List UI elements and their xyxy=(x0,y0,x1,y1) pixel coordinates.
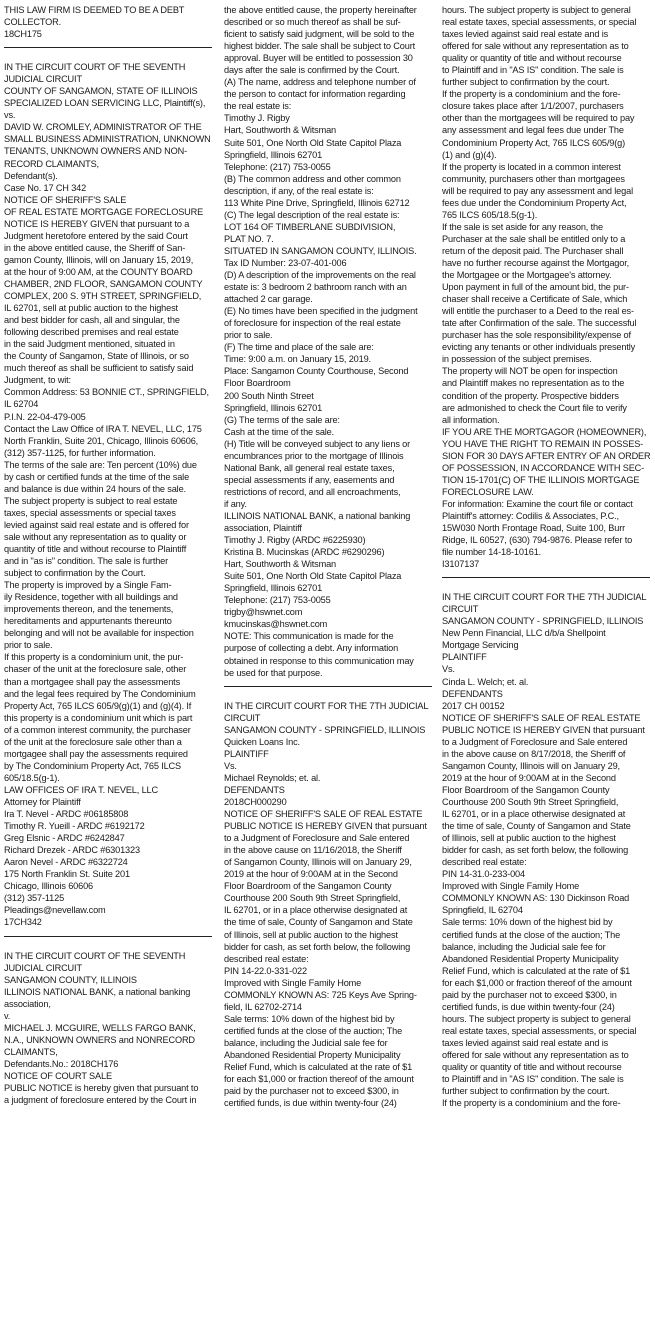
notice-line: 2018CH000290 xyxy=(224,797,287,807)
notice-line: PIN 14-22.0-331-022 xyxy=(224,965,307,976)
notice-line: in the above entitled cause, the Sheriff of San- xyxy=(4,242,186,253)
notice-line: than a mortgagee shall pay the assessments xyxy=(4,676,181,687)
notice-line: this property is a condominium unit which is part xyxy=(4,712,193,723)
notice-line: will be required to pay any assessment and legal xyxy=(442,185,633,196)
notice-line: CHAMBER, 2ND FLOOR, SANGAMON COUNTY xyxy=(4,278,203,289)
notice-line: SANGAMON COUNTY - SPRINGFIELD, ILLINOIS xyxy=(442,616,644,627)
notice-line: COUNTY OF SANGAMON, STATE OF ILLINOIS xyxy=(4,86,198,97)
notice-line: bidder for cash, as set forth below, the following xyxy=(442,845,629,856)
notice-line: by The Condominium Property Act, 765 ILCS xyxy=(4,760,182,771)
notice-line: IL 62704 xyxy=(4,399,39,410)
notice-line: in possession of the subject premises. xyxy=(442,354,592,365)
notice-line: highest bidder. The sale shall be subject to Court xyxy=(224,41,416,52)
notice-line: Relief Fund, which is calculated at the rate of $1 xyxy=(224,1062,413,1073)
notice-divider xyxy=(224,686,432,687)
notice-line: mortgagee shall pay the assessments required xyxy=(4,748,188,759)
notice-line: Richard Drezek - ARDC #6301323 xyxy=(4,845,140,856)
notice-line: LOT 164 OF TIMBERLANE SUBDIVISION, xyxy=(224,221,396,232)
notice-line: and Plaintiff makes no representation as to the xyxy=(442,378,625,389)
notice-line: described real estate: xyxy=(442,857,527,868)
notice-line: 175 North Franklin St. Suite 201 xyxy=(4,869,130,880)
notice-line: field, IL 62702-2714 xyxy=(224,1001,302,1012)
notice-line: OF REAL ESTATE MORTGAGE FORECLOSURE xyxy=(4,206,204,217)
notice-line: subject to confirmation by the Court. xyxy=(4,568,146,579)
notice-line: For information: Examine the court file or contact xyxy=(442,498,633,509)
notice-line: community, purchasers other than mortgagees xyxy=(442,173,625,184)
notice-line: IN THE CIRCUIT COURT OF THE SEVENTH xyxy=(4,950,186,961)
notice-line: SANGAMON COUNTY, ILLINOIS xyxy=(4,974,137,985)
notice-line: other than the mortgagees will be required to pay xyxy=(442,113,635,124)
notice-line: LAW OFFICES OF IRA T. NEVEL, LLC xyxy=(4,784,158,795)
notice-line: NOTICE OF COURT SALE xyxy=(4,1070,112,1081)
notice-line: The terms of the sale are: Ten percent (10%) due xyxy=(4,459,197,470)
notice-line: balance, including the Judicial sale fee for xyxy=(442,941,606,952)
notice-line: DEFENDANTS xyxy=(442,688,503,699)
notice-line: levied against said real estate and is offered for xyxy=(4,519,189,530)
notice-line: Timothy J. Rigby (ARDC #6225930) xyxy=(224,535,366,546)
notice-line: (C) The legal description of the real estate is: xyxy=(224,209,400,220)
notice-line: Quicken Loans Inc. xyxy=(224,736,300,747)
notice-line: quantity of title and without recourse to Plaintiff xyxy=(4,544,187,555)
notice-line: RECORD CLAIMANTS, xyxy=(4,158,99,169)
notice-line: certified funds at the close of the auction; The xyxy=(442,929,621,940)
notice-line: paid by the purchaser not to exceed $300, in xyxy=(442,989,617,1000)
notice-line: condition of the property. Prospective bidders xyxy=(442,390,619,401)
notice-line: Springfield, IL 62704 xyxy=(442,905,523,916)
notice-line: SANGAMON COUNTY - SPRINGFIELD, ILLINOIS xyxy=(224,724,426,735)
notice-line: at the hour of 9:00 AM, at the COUNTY BOARD xyxy=(4,266,193,277)
notice-line: Springfield, Illinois 62701 xyxy=(224,149,323,160)
notice-line: and balance is due within 24 hours of the sale. xyxy=(4,483,186,494)
notice-line: COMMONLY KNOWN AS: 725 Keys Ave Spring- xyxy=(224,989,417,1000)
notice-line: IL 62701, or in a place otherwise designated at xyxy=(224,905,408,916)
notice-line: fees due under the Condominium Property Act, xyxy=(442,197,627,208)
notice-line: Kristina B. Mucinskas (ARDC #6290296) xyxy=(224,547,385,558)
notice-line: Defendant(s). xyxy=(4,170,58,181)
notice-line: ILLINOIS NATIONAL BANK, a national banking xyxy=(224,510,411,521)
notice-line: Pleadings@nevellaw.com xyxy=(4,905,106,916)
notice-line: FORECLOSURE LAW. xyxy=(442,486,534,497)
notice-line: Improved with Single Family Home xyxy=(224,977,362,988)
notice-line: sale without any representation as to quality or xyxy=(4,531,187,542)
notice-line: certified funds, is due within twenty-four (24) xyxy=(224,1098,397,1109)
notice-line: chaser shall receive a Certificate of Sale, which xyxy=(442,294,628,305)
notice-line: Condominium Property Act, 765 ILCS 605/9(g) xyxy=(442,137,626,148)
notice-line: 200 South Ninth Street xyxy=(224,390,314,401)
notice-line: the above entitled cause, the property hereinafter xyxy=(224,5,417,15)
notice-line: NOTICE OF SHERIFF'S SALE OF REAL ESTATE xyxy=(442,712,641,723)
notice-line: in the said Judgment mentioned, situated in xyxy=(4,339,175,350)
notice-line: Contact the Law Office of IRA T. NEVEL, LLC, 175 xyxy=(4,423,202,434)
notice-line: IN THE CIRCUIT COURT FOR THE 7TH JUDICIAL xyxy=(224,700,429,711)
notice-line: MICHAEL J. MCGUIRE, WELLS FARGO BANK, xyxy=(4,1022,196,1033)
notice-line: If the property is a condominium and the fore- xyxy=(442,89,621,100)
notice-line: hereditaments and appurtenants thereunto xyxy=(4,616,172,627)
notice-line: association, Plaintiff xyxy=(224,523,302,534)
notice-line: DEFENDANTS xyxy=(224,784,285,795)
notice-line: offered for sale without any representation as to xyxy=(442,1049,629,1060)
notice-line: The property will NOT be open for inspection xyxy=(442,366,618,377)
notice-line: The subject property is subject to real estate xyxy=(4,495,178,506)
notice-line: association, xyxy=(4,998,51,1009)
notice-line: DAVID W. CROMLEY, ADMINISTRATOR OF THE xyxy=(4,122,202,133)
notice-line: to Plaintiff and in "AS IS" condition. The sale is xyxy=(442,65,624,76)
notice-line: described or so much thereof as shall be suf- xyxy=(224,17,401,28)
notice-line: Tax ID Number: 23-07-401-006 xyxy=(224,257,347,268)
notice-line: IN THE CIRCUIT COURT OF THE SEVENTH xyxy=(4,62,186,73)
notice-line: Telephone: (217) 753-0055 xyxy=(224,161,331,172)
notice-line: improvements thereon, and the tenements, xyxy=(4,604,174,615)
notice-line: 2019 at the hour of 9:00AM at in the Second xyxy=(224,869,398,880)
notice-line: special assessments if any, easements and xyxy=(224,474,395,485)
notice-line: certified funds, is due within twenty-four (24) xyxy=(442,1001,615,1012)
notice-line: SITUATED IN SANGAMON COUNTY, ILLINOIS. xyxy=(224,245,417,256)
notice-line: quality or quantity of title and without recourse xyxy=(442,1062,622,1073)
notice-line: 15W030 North Frontage Road, Suite 100, Burr xyxy=(442,523,626,534)
notice-line: the time of sale, County of Sangamon and State xyxy=(224,917,413,928)
notice-line: further subject to confirmation by the court. xyxy=(442,77,610,88)
notice-line: much thereof as shall be sufficient to satisfy said xyxy=(4,363,194,374)
notice-line: offered for sale without any representation as to xyxy=(442,41,629,52)
notice-line: If this property is a condominium unit, the pur- xyxy=(4,652,184,663)
notice-line: any assessment and legal fees due under The xyxy=(442,125,624,136)
notice-line: Judgment, to wit: xyxy=(4,375,71,386)
notice-line: NOTICE OF SHERIFF'S SALE OF REAL ESTATE xyxy=(224,809,423,820)
notice-line: If the property is located in a common interest xyxy=(442,161,621,172)
notice-line: trigby@hswnet.com xyxy=(224,607,303,618)
notice-line: CIRCUIT xyxy=(224,712,261,723)
notice-line: Cash at the time of the sale. xyxy=(224,426,335,437)
notice-line: Upon payment in full of the amount bid, the pur- xyxy=(442,282,629,293)
notice-line: of Illinois, sell at public auction to the highest xyxy=(442,833,616,844)
notice-line: by cash or certified funds at the time of the sale xyxy=(4,471,190,482)
notice-line: be used for that purpose. xyxy=(224,667,323,678)
notice-line: Telephone: (217) 753-0055 xyxy=(224,595,331,606)
notice-line: ficient to satisfy said judgment, will be sold to the xyxy=(224,29,415,40)
notice-line: the time of sale, County of Sangamon and State xyxy=(442,821,631,832)
notice-line: bidder for cash, as set forth below, the following xyxy=(224,941,411,952)
notice-line: Ira T. Nevel - ARDC #06185808 xyxy=(4,809,129,820)
notice-line: JUDICIAL CIRCUIT xyxy=(4,74,82,85)
notice-line: real estate taxes, special assessments, or special xyxy=(442,17,637,28)
notice-line: closure takes place after 1/1/2007, purchasers xyxy=(442,101,624,112)
notice-line: Floor Boardroom of the Sangamon County xyxy=(224,881,392,892)
notice-line: Timothy J. Rigby xyxy=(224,113,290,124)
notice-line: Timothy R. Yueill - ARDC #6192172 xyxy=(4,821,145,832)
notice-line: taxes levied against said real estate and is xyxy=(442,29,609,40)
notice-line: gamon County, Illinois, will on January 15, 2019, xyxy=(4,254,194,265)
notice-line: balance, including the Judicial sale fee for xyxy=(224,1037,388,1048)
notice-line: prior to sale. xyxy=(4,640,53,651)
notice-line: 765 ILCS 605/18.5(g-1). xyxy=(442,209,538,220)
notice-line: have no further recourse against the Mortgagor, xyxy=(442,257,630,268)
notice-line: N.A., UNKNOWN OWNERS and NONRECORD xyxy=(4,1034,195,1045)
notice-line: will entitle the purchaser to a Deed to the real es- xyxy=(442,306,634,317)
notice-line: 2017 CH 00152 xyxy=(442,700,505,711)
notice-line: PUBLIC NOTICE IS HEREBY GIVEN that pursuant xyxy=(442,724,645,735)
column-left xyxy=(4,4,212,1333)
notice-line: IL 62701, or in a place otherwise designated at xyxy=(442,809,626,820)
notice-line: (D) A description of the improvements on the real xyxy=(224,270,416,281)
notice-line: purchaser has the sole responsibility/expense of xyxy=(442,330,631,341)
notice-line: Hart, Southworth & Witsman xyxy=(224,125,337,136)
notice-line: Purchaser at the sale shall be entitled only to a xyxy=(442,233,626,244)
notice-line: Chicago, Illinois 60606 xyxy=(4,881,93,892)
notice-line: Relief Fund, which is calculated at the rate of $1 xyxy=(442,965,631,976)
notice-line: Sangamon County, Illinois will on January 29, xyxy=(442,760,620,771)
notice-line: a judgment of foreclosure entered by the Court in xyxy=(4,1095,197,1106)
notice-line: Sale terms: 10% down of the highest bid by xyxy=(442,917,613,928)
notice-line: PUBLIC NOTICE is hereby given that pursuant to xyxy=(4,1083,199,1094)
notice-line: obtained in response to this communication may xyxy=(224,655,414,666)
notice-line: COLLECTOR. xyxy=(4,17,62,28)
notice-line: estate is: 3 bedroom 2 bathroom ranch with an xyxy=(224,282,407,293)
notice-line: P.I.N. 22-04-479-005 xyxy=(4,411,86,422)
notice-line: v. xyxy=(4,1010,11,1021)
notice-line: quality or quantity of title and without recourse xyxy=(442,53,622,64)
notice-line: North Franklin, Suite 201, Chicago, Illinois 60606, xyxy=(4,435,199,446)
notice-line: ILLINOIS NATIONAL BANK, a national banking xyxy=(4,986,191,997)
column-middle xyxy=(224,4,432,1333)
notice-line: for each $1,000 or fraction thereof of the amount xyxy=(442,977,632,988)
notice-line: for each $1,000 or fraction thereof of the amount xyxy=(224,1074,414,1085)
notice-line: PLAINTIFF xyxy=(224,748,269,759)
notice-line: the Mortgagee or the Mortgagee's attorney. xyxy=(442,270,612,281)
notice-line: of Sangamon County, Illinois will on January 29, xyxy=(224,857,412,868)
notice-line: (E) No times have been specified in the judgment xyxy=(224,306,418,317)
notice-line: all information. xyxy=(442,414,500,425)
notice-line: chaser of the unit at the foreclosure sale, other xyxy=(4,664,187,675)
notice-line: Floor Boardroom of the Sangamon County xyxy=(442,784,610,795)
notice-line: following described premises and real estate xyxy=(4,327,179,338)
notice-line: (1) and (g)(4). xyxy=(442,149,497,160)
notice-line: New Penn Financial, LLC d/b/a Shellpoint xyxy=(442,628,606,639)
notice-line: Abandoned Residential Property Municipality xyxy=(442,953,619,964)
notice-line: (312) 357-1125 xyxy=(4,893,65,904)
notice-line: prior to sale. xyxy=(224,330,273,341)
notice-line: Plaintiff's attorney: Codilis & Associates, P.C., xyxy=(442,510,619,521)
notice-line: (H) Title will be conveyed subject to any liens or xyxy=(224,438,411,449)
notice-line: tate after Confirmation of the sale. The successful xyxy=(442,318,637,329)
notice-line: purpose of collecting a debt. Any information xyxy=(224,643,399,654)
notice-line: TENANTS, UNKNOWN OWNERS AND NON- xyxy=(4,146,188,157)
notice-line: (312) 357-1125, for further information. xyxy=(4,447,156,458)
notice-line: and the legal fees required by The Condominium xyxy=(4,688,196,699)
notice-line: 2019 at the hour of 9:00AM at in the Second xyxy=(442,772,616,783)
notice-line: Case No. 17 CH 342 xyxy=(4,182,87,193)
notice-line: NOTICE IS HEREBY GIVEN that pursuant to a xyxy=(4,218,190,229)
notice-line: the real estate is: xyxy=(224,101,292,112)
notice-line: PLAINTIFF xyxy=(442,652,487,663)
notice-line: description, if any, of the real estate is: xyxy=(224,185,374,196)
notice-line: IN THE CIRCUIT COURT FOR THE 7TH JUDICIAL xyxy=(442,592,647,603)
notice-line: real estate taxes, special assessments, or special xyxy=(442,1025,637,1036)
notice-line: PUBLIC NOTICE IS HEREBY GIVEN that pursuant xyxy=(224,821,427,832)
notice-line: are admonished to check the Court file to verify xyxy=(442,402,627,413)
notice-line: (A) The name, address and telephone number of xyxy=(224,77,416,88)
notice-line: taxes, special assessments or special taxes xyxy=(4,507,176,518)
notice-line: THIS LAW FIRM IS DEEMED TO BE A DEBT xyxy=(4,5,185,15)
notice-line: Property Act, 765 ILCS 605/9(g)(1) and (g)(4). If xyxy=(4,700,192,711)
notice-line: Time: 9:00 a.m. on January 15, 2019. xyxy=(224,354,371,365)
notice-line: taxes levied against said real estate and is xyxy=(442,1037,609,1048)
notice-line: paid by the purchaser not to exceed $300, in xyxy=(224,1086,399,1097)
notice-line: Vs. xyxy=(224,760,237,771)
notice-line: Vs. xyxy=(442,664,455,675)
notice-line: vs. xyxy=(4,110,16,121)
notice-divider xyxy=(4,936,212,937)
notice-line: NOTICE OF SHERIFF'S SALE xyxy=(4,194,127,205)
notice-line: the County of Sangamon, State of Illinois, or so xyxy=(4,351,189,362)
notice-line: belonging and will not be available for inspection xyxy=(4,628,194,639)
notice-line: I3107137 xyxy=(442,559,480,570)
notice-line: PIN 14-31.0-233-004 xyxy=(442,869,525,880)
notice-line: 113 White Pine Drive, Springfield, Illinois 62712 xyxy=(224,197,410,208)
notice-line: COMPLEX, 200 S. 9TH STREET, SPRINGFIELD, xyxy=(4,291,202,302)
notice-line: and in "as is" condition. The sale is further xyxy=(4,556,169,567)
notice-line: SPECIALIZED LOAN SERVICING LLC, Plaintiff(s), xyxy=(4,98,206,109)
notice-line: SION FOR 30 DAYS AFTER ENTRY OF AN ORDER xyxy=(442,450,650,461)
notice-line: Attorney for Plaintiff xyxy=(4,797,81,807)
notice-line: PLAT NO. 7. xyxy=(224,233,274,244)
notice-line: Common Address: 53 BONNIE CT., SPRINGFIELD, xyxy=(4,387,209,398)
notice-line: encumbrances prior to the mortgage of Illinois xyxy=(224,450,404,461)
notice-divider xyxy=(442,577,650,578)
notice-line: (F) The time and place of the sale are: xyxy=(224,342,374,353)
notice-line: TION 15-1701(C) OF THE ILLINOIS MORTGAGE xyxy=(442,474,640,485)
notice-line: Ridge, IL 60527, (630) 794-9876. Please refer to xyxy=(442,535,633,546)
notice-line: Sale terms: 10% down of the highest bid by xyxy=(224,1013,395,1024)
notice-line: further subject to confirmation by the court. xyxy=(442,1086,610,1097)
notice-line: Springfield, Illinois 62701 xyxy=(224,402,323,413)
notice-line: 18CH175 xyxy=(4,29,42,40)
notice-line: file number 14-18-10161. xyxy=(442,547,542,558)
notice-line: evicting any tenants or other individuals presently xyxy=(442,342,636,353)
notice-line: restrictions of record, and all encroachments, xyxy=(224,486,401,497)
notice-line: (B) The common address and other common xyxy=(224,173,401,184)
notice-line: 17CH342 xyxy=(4,917,42,928)
notice-line: hours. The subject property is subject to general xyxy=(442,1013,631,1024)
notice-line: days after the sale is confirmed by the Court. xyxy=(224,65,400,76)
notice-line: described real estate: xyxy=(224,953,309,964)
notice-line: and best bidder for cash, all and singular, the xyxy=(4,315,180,326)
notice-line: JUDICIAL CIRCUIT xyxy=(4,962,82,973)
notice-line: attached 2 car garage. xyxy=(224,294,313,305)
notice-line: Hart, Southworth & Witsman xyxy=(224,559,337,570)
column-right xyxy=(442,4,650,1333)
notice-line: ily Residence, together with all buildings and xyxy=(4,592,178,603)
notice-line: Abandoned Residential Property Municipality xyxy=(224,1049,401,1060)
notice-line: to Plaintiff and in "AS IS" condition. The sale is xyxy=(442,1074,624,1085)
notice-line: Courthouse 200 South 9th Street Springfield, xyxy=(224,893,401,904)
notice-line: Mortgage Servicing xyxy=(442,640,519,651)
notice-line: to a Judgment of Foreclosure and Sale entered xyxy=(442,736,628,747)
notice-line: Judgment heretofore entered by the said Court xyxy=(4,230,188,241)
notice-line: hours. The subject property is subject to general xyxy=(442,5,631,15)
notice-line: SMALL BUSINESS ADMINISTRATION, UNKNOWN xyxy=(4,134,211,145)
notice-line: CLAIMANTS, xyxy=(4,1046,58,1057)
notice-line: Defendants.No.: 2018CH176 xyxy=(4,1058,119,1069)
notice-line: Suite 501, One North Old State Capitol Plaza xyxy=(224,137,402,148)
notice-line: of Illinois, sell at public auction to the highest xyxy=(224,929,398,940)
notice-line: Michael Reynolds; et. al. xyxy=(224,772,321,783)
notice-line: kmucinskas@hswnet.com xyxy=(224,619,328,630)
notice-line: Cinda L. Welch; et. al. xyxy=(442,676,529,687)
notice-line: Suite 501, One North Old State Capitol Plaza xyxy=(224,571,402,582)
notice-line: Place: Sangamon County Courthouse, Second xyxy=(224,366,409,377)
notice-line: COMMONLY KNOWN AS: 130 Dickinson Road xyxy=(442,893,630,904)
notice-line: (G) The terms of the sale are: xyxy=(224,414,340,425)
notice-line: 605/18.5(g-1). xyxy=(4,772,60,783)
notice-line: of foreclosure for inspection of the real estate xyxy=(224,318,401,329)
notice-line: the person to contact for information regarding xyxy=(224,89,406,100)
notice-line: in the above cause on 11/16/2018, the Sheriff xyxy=(224,845,402,856)
notice-line: Courthouse 200 South 9th Street Springfield, xyxy=(442,797,619,807)
notice-line: CIRCUIT xyxy=(442,604,479,615)
notice-line: If the sale is set aside for any reason, the xyxy=(442,221,603,232)
notice-line: The property is improved by a Single Fam- xyxy=(4,580,172,591)
notice-line: certified funds at the close of the auction; The xyxy=(224,1025,403,1036)
notice-line: NOTE: This communication is made for the xyxy=(224,631,394,642)
notice-line: If the property is a condominium and the fore- xyxy=(442,1098,621,1109)
notice-line: IL 62701, sell at public auction to the highest xyxy=(4,303,178,314)
notice-line: YOU HAVE THE RIGHT TO REMAIN IN POSSES- xyxy=(442,438,644,449)
notice-line: of a common interest community, the purchaser xyxy=(4,724,191,735)
notice-divider xyxy=(4,47,212,48)
notice-line: to a Judgment of Foreclosure and Sale entered xyxy=(224,833,410,844)
notice-line: Improved with Single Family Home xyxy=(442,881,580,892)
notice-line: IF YOU ARE THE MORTGAGOR (HOMEOWNER), xyxy=(442,426,647,437)
notice-line: return of the deposit paid. The Purchaser shall xyxy=(442,245,624,256)
notice-line: Floor Boardroom xyxy=(224,378,291,389)
notice-line: if any. xyxy=(224,498,247,509)
notice-line: National Bank, all general real estate taxes, xyxy=(224,462,395,473)
notice-line: approval. Buyer will be entitled to possession 30 xyxy=(224,53,413,64)
notice-line: Greg Elsnic - ARDC #6242847 xyxy=(4,833,125,844)
notice-line: Springfield, Illinois 62701 xyxy=(224,583,323,594)
notice-line: of the unit at the foreclosure sale other than a xyxy=(4,736,182,747)
notice-line: in the above cause on 8/17/2018, the Sheriff of xyxy=(442,748,626,759)
notice-line: Aaron Nevel - ARDC #6322724 xyxy=(4,857,128,868)
notice-line: OF POSSESSION, IN ACCORDANCE WITH SEC- xyxy=(442,462,645,473)
